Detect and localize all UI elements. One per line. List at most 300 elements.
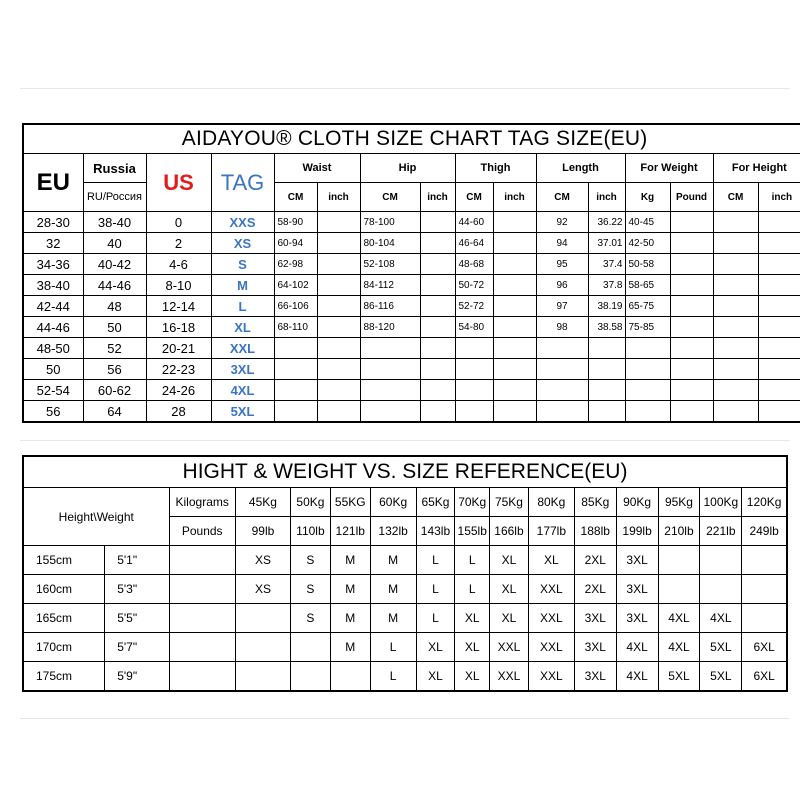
waist-cm: [274, 401, 317, 423]
size-cell: L: [416, 575, 455, 604]
hip-inch: [420, 254, 455, 275]
size-cell: 3XL: [574, 604, 616, 633]
size-cell: [658, 546, 700, 575]
size-cell: [291, 662, 331, 692]
weight-pound: [670, 296, 713, 317]
header-ru-sub: RU/Россия: [83, 183, 146, 212]
size-cell: 6XL: [742, 633, 787, 662]
length-inch: 38.58: [588, 317, 625, 338]
us-size: 28: [146, 401, 211, 423]
thigh-cm: [455, 380, 493, 401]
thigh-inch: [493, 212, 536, 233]
length-inch: 37.4: [588, 254, 625, 275]
hip-inch: [420, 380, 455, 401]
tag-size: 4XL: [211, 380, 274, 401]
tag-size: S: [211, 254, 274, 275]
thigh-inch: [493, 275, 536, 296]
height-ft: 5'5": [105, 604, 169, 633]
size-cell: [235, 604, 290, 633]
weight-lb-header: 132lb: [370, 517, 416, 546]
ru-size: 38-40: [83, 212, 146, 233]
sub-inch: inch: [420, 183, 455, 212]
hip-cm: 84-112: [360, 275, 420, 296]
ru-size: 52: [83, 338, 146, 359]
size-cell: XL: [455, 604, 490, 633]
tag-size: XS: [211, 233, 274, 254]
thigh-cm: 54-80: [455, 317, 493, 338]
length-cm: 94: [536, 233, 588, 254]
waist-inch: [317, 317, 360, 338]
hip-cm: 52-108: [360, 254, 420, 275]
thigh-inch: [493, 338, 536, 359]
height-cm: 175cm: [23, 662, 105, 692]
hip-cm: [360, 338, 420, 359]
height-cm: [713, 359, 758, 380]
us-size: 8-10: [146, 275, 211, 296]
size-cell: 2XL: [574, 575, 616, 604]
size-cell: L: [416, 546, 455, 575]
height-inch: [758, 296, 800, 317]
weight-kg-header: 75Kg: [490, 488, 529, 517]
weight-pound: [670, 212, 713, 233]
size-cell: 6XL: [742, 662, 787, 692]
height-cm: [713, 401, 758, 423]
chart2-title: HIGHT & WEIGHT VS. SIZE REFERENCE(EU): [23, 456, 787, 488]
thigh-cm: 52-72: [455, 296, 493, 317]
ru-size: 60-62: [83, 380, 146, 401]
size-row: [23, 254, 800, 275]
waist-cm: 58-90: [274, 212, 317, 233]
weight-pound: [670, 275, 713, 296]
ru-size: 44-46: [83, 275, 146, 296]
weight-kg: [625, 380, 670, 401]
size-cell: XL: [455, 662, 490, 692]
waist-cm: 64-102: [274, 275, 317, 296]
weight-lb-header: 221lb: [700, 517, 742, 546]
size-cell: [742, 604, 787, 633]
weight-kg-header: 55KG: [330, 488, 370, 517]
weight-lb-header: 155lb: [455, 517, 490, 546]
thigh-inch: [493, 359, 536, 380]
weight-kg-header: 70Kg: [455, 488, 490, 517]
thigh-cm: 46-64: [455, 233, 493, 254]
height-weight-chart: [22, 455, 788, 692]
hip-cm: 86-116: [360, 296, 420, 317]
hip-inch: [420, 296, 455, 317]
weight-kg: [625, 401, 670, 423]
height-cm: [713, 296, 758, 317]
size-cell: S: [291, 575, 331, 604]
weight-kg: 65-75: [625, 296, 670, 317]
tag-size: XXL: [211, 338, 274, 359]
height-cm: [713, 275, 758, 296]
height-ft: 5'9": [105, 662, 169, 692]
spacer-cell: [169, 662, 235, 692]
height-cm: 160cm: [23, 575, 105, 604]
header-for-height: For Height: [713, 154, 800, 183]
thigh-inch: [493, 380, 536, 401]
spacer-cell: [169, 604, 235, 633]
weight-lb-header: 166lb: [490, 517, 529, 546]
size-cell: 4XL: [616, 662, 658, 692]
spacer-cell: [169, 575, 235, 604]
size-row: [23, 401, 800, 423]
size-row: [23, 233, 800, 254]
height-ft: 5'1": [105, 546, 169, 575]
waist-cm: 66-106: [274, 296, 317, 317]
ru-size: 56: [83, 359, 146, 380]
spacer-cell: [169, 546, 235, 575]
hip-cm: [360, 401, 420, 423]
size-cell: XXL: [528, 575, 574, 604]
height-cm: [713, 317, 758, 338]
size-row: [23, 359, 800, 380]
height-inch: [758, 275, 800, 296]
thigh-inch: [493, 317, 536, 338]
size-cell: XXL: [490, 662, 529, 692]
divider-bottom: [20, 718, 790, 719]
thigh-inch: [493, 296, 536, 317]
size-row: [23, 380, 800, 401]
waist-cm: [274, 338, 317, 359]
sub-inch: inch: [493, 183, 536, 212]
eu-size: 42-44: [23, 296, 83, 317]
hip-inch: [420, 401, 455, 423]
weight-pound: [670, 380, 713, 401]
height-cm: [713, 254, 758, 275]
weight-lb-header: 99lb: [235, 517, 290, 546]
length-cm: 96: [536, 275, 588, 296]
height-cm: [713, 233, 758, 254]
size-cell: [330, 662, 370, 692]
height-cm: [713, 338, 758, 359]
size-cell: M: [330, 546, 370, 575]
size-cell: L: [455, 546, 490, 575]
hip-inch: [420, 317, 455, 338]
size-cell: 3XL: [574, 633, 616, 662]
weight-kg-header: 95Kg: [658, 488, 700, 517]
kilograms-label: Kilograms: [169, 488, 235, 517]
size-row: [23, 338, 800, 359]
height-cm: [713, 380, 758, 401]
us-size: 24-26: [146, 380, 211, 401]
weight-lb-header: 188lb: [574, 517, 616, 546]
header-tag: TAG: [211, 154, 274, 212]
height-ft: 5'3": [105, 575, 169, 604]
size-cell: 2XL: [574, 546, 616, 575]
tag-size: M: [211, 275, 274, 296]
us-size: 16-18: [146, 317, 211, 338]
size-cell: 4XL: [616, 633, 658, 662]
eu-size: 28-30: [23, 212, 83, 233]
weight-kg-header: 50Kg: [291, 488, 331, 517]
thigh-inch: [493, 254, 536, 275]
waist-cm: [274, 359, 317, 380]
length-inch: 37.8: [588, 275, 625, 296]
height-row: [23, 662, 787, 692]
weight-kg: 58-65: [625, 275, 670, 296]
tag-size: XXS: [211, 212, 274, 233]
height-row: [23, 575, 787, 604]
divider-mid: [20, 440, 790, 441]
height-inch: [758, 212, 800, 233]
thigh-cm: [455, 359, 493, 380]
waist-inch: [317, 359, 360, 380]
eu-size: 44-46: [23, 317, 83, 338]
weight-kg-header: 60Kg: [370, 488, 416, 517]
sub-pound: Pound: [670, 183, 713, 212]
length-inch: [588, 380, 625, 401]
eu-size: 38-40: [23, 275, 83, 296]
size-cell: XXL: [528, 633, 574, 662]
size-cell: XL: [416, 662, 455, 692]
weight-pound: [670, 317, 713, 338]
size-cell: 4XL: [700, 604, 742, 633]
waist-cm: 68-110: [274, 317, 317, 338]
length-inch: [588, 359, 625, 380]
us-size: 2: [146, 233, 211, 254]
hip-cm: 80-104: [360, 233, 420, 254]
weight-lb-header: 210lb: [658, 517, 700, 546]
weight-pound: [670, 233, 713, 254]
ru-size: 64: [83, 401, 146, 423]
size-cell: XL: [490, 575, 529, 604]
length-inch: 36.22: [588, 212, 625, 233]
size-cell: L: [370, 633, 416, 662]
height-weight-label: Height\Weight: [23, 488, 169, 546]
weight-kg: 42-50: [625, 233, 670, 254]
size-cell: XXL: [528, 604, 574, 633]
weight-pound: [670, 254, 713, 275]
size-cell: L: [455, 575, 490, 604]
size-cell: XL: [455, 633, 490, 662]
eu-size: 52-54: [23, 380, 83, 401]
divider-top: [20, 88, 790, 89]
weight-kg: 75-85: [625, 317, 670, 338]
us-size: 22-23: [146, 359, 211, 380]
waist-cm: 60-94: [274, 233, 317, 254]
height-row: [23, 546, 787, 575]
weight-kg-header: 90Kg: [616, 488, 658, 517]
weight-kg: 50-58: [625, 254, 670, 275]
header-for-weight: For Weight: [625, 154, 713, 183]
weight-lb-header: 143lb: [416, 517, 455, 546]
tag-size: L: [211, 296, 274, 317]
thigh-cm: 50-72: [455, 275, 493, 296]
size-cell: M: [370, 546, 416, 575]
hip-inch: [420, 338, 455, 359]
length-cm: [536, 401, 588, 423]
length-inch: 37.01: [588, 233, 625, 254]
sub-kg: Kg: [625, 183, 670, 212]
hip-cm: 78-100: [360, 212, 420, 233]
size-cell: 3XL: [616, 546, 658, 575]
header-waist: Waist: [274, 154, 360, 183]
header-length: Length: [536, 154, 625, 183]
length-cm: [536, 380, 588, 401]
length-cm: 92: [536, 212, 588, 233]
header-hip: Hip: [360, 154, 455, 183]
size-cell: XL: [490, 546, 529, 575]
waist-inch: [317, 254, 360, 275]
us-size: 20-21: [146, 338, 211, 359]
size-cell: [742, 575, 787, 604]
size-cell: L: [370, 662, 416, 692]
weight-kg-header: 80Kg: [528, 488, 574, 517]
eu-size: 32: [23, 233, 83, 254]
size-cell: L: [416, 604, 455, 633]
eu-size: 50: [23, 359, 83, 380]
weight-kg: [625, 359, 670, 380]
weight-lb-header: 177lb: [528, 517, 574, 546]
eu-size: 56: [23, 401, 83, 423]
sub-cm: CM: [536, 183, 588, 212]
hip-inch: [420, 212, 455, 233]
size-cell: XL: [528, 546, 574, 575]
height-inch: [758, 233, 800, 254]
size-cell: [742, 546, 787, 575]
hip-cm: 88-120: [360, 317, 420, 338]
length-cm: 98: [536, 317, 588, 338]
hip-cm: [360, 380, 420, 401]
size-cell: M: [330, 604, 370, 633]
weight-pound: [670, 338, 713, 359]
ru-size: 40-42: [83, 254, 146, 275]
pounds-label: Pounds: [169, 517, 235, 546]
eu-size: 34-36: [23, 254, 83, 275]
size-cell: 3XL: [616, 575, 658, 604]
thigh-inch: [493, 233, 536, 254]
header-thigh: Thigh: [455, 154, 536, 183]
waist-cm: [274, 380, 317, 401]
height-cm: [713, 212, 758, 233]
size-cell: 4XL: [658, 604, 700, 633]
weight-kg: 40-45: [625, 212, 670, 233]
thigh-inch: [493, 401, 536, 423]
size-cell: M: [330, 575, 370, 604]
size-cell: M: [370, 604, 416, 633]
hip-cm: [360, 359, 420, 380]
waist-inch: [317, 275, 360, 296]
waist-cm: 62-98: [274, 254, 317, 275]
hip-inch: [420, 275, 455, 296]
waist-inch: [317, 296, 360, 317]
hip-inch: [420, 233, 455, 254]
height-inch: [758, 380, 800, 401]
length-cm: 97: [536, 296, 588, 317]
cloth-size-chart: [22, 123, 800, 423]
ru-size: 48: [83, 296, 146, 317]
size-cell: 4XL: [658, 633, 700, 662]
header-russia: Russia: [83, 154, 146, 183]
size-cell: 5XL: [700, 633, 742, 662]
size-cell: [291, 633, 331, 662]
length-cm: [536, 338, 588, 359]
size-cell: XS: [235, 575, 290, 604]
tag-size: XL: [211, 317, 274, 338]
tag-size: 5XL: [211, 401, 274, 423]
waist-inch: [317, 212, 360, 233]
size-cell: 3XL: [616, 604, 658, 633]
size-row: [23, 275, 800, 296]
sub-inch: inch: [758, 183, 800, 212]
us-size: 4-6: [146, 254, 211, 275]
size-row: [23, 212, 800, 233]
weight-pound: [670, 359, 713, 380]
size-cell: S: [291, 546, 331, 575]
us-size: 0: [146, 212, 211, 233]
chart1-title: AIDAYOU® CLOTH SIZE CHART TAG SIZE(EU): [23, 124, 800, 154]
size-cell: M: [370, 575, 416, 604]
weight-kg-header: 85Kg: [574, 488, 616, 517]
length-cm: 95: [536, 254, 588, 275]
weight-lb-header: 121lb: [330, 517, 370, 546]
waist-inch: [317, 233, 360, 254]
size-cell: XXL: [490, 633, 529, 662]
sub-cm: CM: [360, 183, 420, 212]
waist-inch: [317, 401, 360, 423]
size-row: [23, 296, 800, 317]
length-inch: [588, 338, 625, 359]
size-cell: [658, 575, 700, 604]
size-cell: XXL: [528, 662, 574, 692]
length-inch: [588, 401, 625, 423]
height-inch: [758, 401, 800, 423]
sub-cm: CM: [274, 183, 317, 212]
ru-size: 50: [83, 317, 146, 338]
size-cell: [700, 546, 742, 575]
ru-size: 40: [83, 233, 146, 254]
weight-lb-header: 110lb: [291, 517, 331, 546]
thigh-cm: 44-60: [455, 212, 493, 233]
size-cell: [235, 662, 290, 692]
height-ft: 5'7": [105, 633, 169, 662]
height-inch: [758, 359, 800, 380]
sub-cm: CM: [713, 183, 758, 212]
header-eu: EU: [23, 154, 83, 212]
header-us: US: [146, 154, 211, 212]
size-cell: 3XL: [574, 662, 616, 692]
height-row: [23, 604, 787, 633]
size-cell: XL: [416, 633, 455, 662]
weight-lb-header: 249lb: [742, 517, 787, 546]
size-cell: [235, 633, 290, 662]
size-cell: 5XL: [700, 662, 742, 692]
sub-inch: inch: [317, 183, 360, 212]
spacer-cell: [169, 633, 235, 662]
size-cell: XL: [490, 604, 529, 633]
weight-kg-header: 120Kg: [742, 488, 787, 517]
hip-inch: [420, 359, 455, 380]
waist-inch: [317, 338, 360, 359]
weight-kg: [625, 338, 670, 359]
height-cm: 170cm: [23, 633, 105, 662]
size-cell: XS: [235, 546, 290, 575]
height-inch: [758, 338, 800, 359]
thigh-cm: [455, 401, 493, 423]
height-cm: 155cm: [23, 546, 105, 575]
weight-kg-header: 45Kg: [235, 488, 290, 517]
sub-cm: CM: [455, 183, 493, 212]
thigh-cm: 48-68: [455, 254, 493, 275]
size-cell: S: [291, 604, 331, 633]
tag-size: 3XL: [211, 359, 274, 380]
weight-pound: [670, 401, 713, 423]
size-cell: 5XL: [658, 662, 700, 692]
height-inch: [758, 317, 800, 338]
length-cm: [536, 359, 588, 380]
length-inch: 38.19: [588, 296, 625, 317]
